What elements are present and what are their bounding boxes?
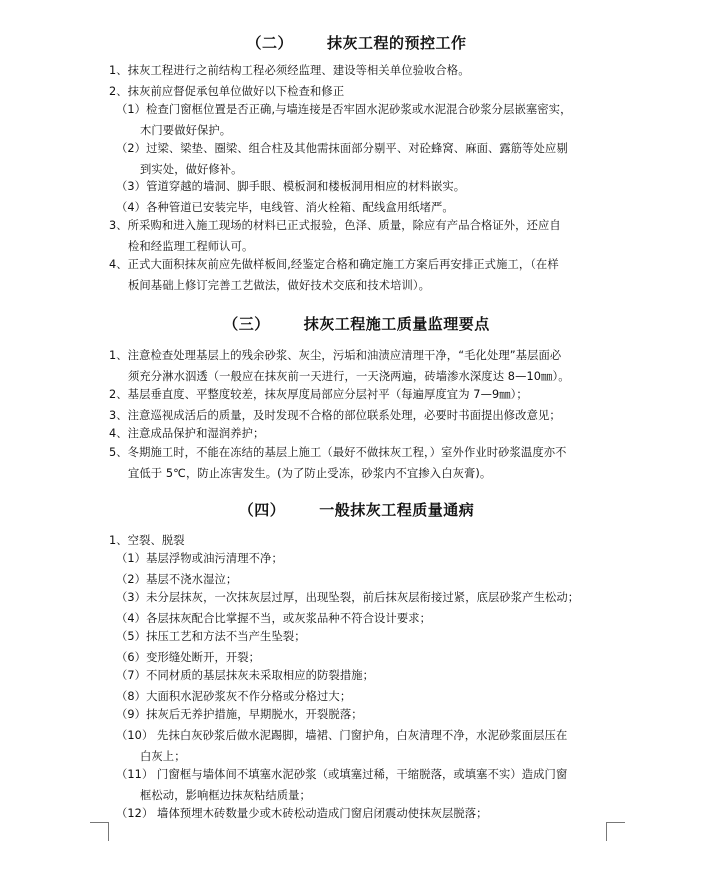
section-2-line: （1）检查门窗框位置是否正确,与墙连接是否牢固水泥砂浆或水泥混合砂浆分层嵌塞密实， bbox=[116, 103, 572, 116]
section-4-line: （11） 门窗框与墙体间不填塞水泥砂浆（或填塞过稀，干缩脱落，或填塞不实）造成门窗 bbox=[116, 768, 568, 781]
section-4-line: （8）大面积水泥砂浆灰不作分格或分格过大； bbox=[116, 690, 352, 703]
section-4-title: 一般抹灰工程质量通病 bbox=[319, 501, 475, 519]
section-4-heading bbox=[0, 499, 713, 520]
section-4-line: （6）变形缝处断开，开裂； bbox=[116, 651, 261, 664]
section-2-line: 1、抹灰工程进行之前结构工程必须经监理、建设等相关单位验收合格。 bbox=[109, 64, 470, 77]
page-corner-mark-left bbox=[90, 822, 109, 841]
section-2-line: 3、所采购和进入施工现场的材料已正式报验，色泽、质量，除应有产品合格证外，还应自 bbox=[109, 219, 561, 232]
section-3-line: 3、注意巡视成活后的质量，及时发现不合格的部位联系处理，必要时书面提出修改意见； bbox=[109, 409, 561, 422]
section-4-line: （3）未分层抹灰，一次抹灰层过厚，出现坠裂，前后抹灰层衔接过紧，底层砂浆产生松动； bbox=[116, 591, 580, 604]
section-2-line: 检和经监理工程师认可。 bbox=[128, 240, 254, 253]
section-4-line: （1）基层浮物或油污清理不净； bbox=[116, 552, 283, 565]
section-2-line: （4）各种管道已安装完毕，电线管、消火栓箱、配线盒用纸堵严。 bbox=[116, 201, 454, 214]
section-4-line: （12） 墙体预埋木砖数量少或木砖松动造成门窗启闭震动使抹灰层脱落； bbox=[116, 807, 488, 820]
section-2-line: 4、正式大面积抹灰前应先做样板间,经鉴定合格和确定施工方案后再安排正式施工，（在样 bbox=[109, 258, 559, 271]
section-3-line: 2、基层垂直度、平整度较差，抹灰厚度局部应分层衬平（每遍厚度宜为 7—9㎜）； bbox=[109, 388, 528, 401]
section-2-heading bbox=[0, 32, 713, 53]
section-2-line: （3）管道穿越的墙洞、脚手眼、模板洞和楼板洞用相应的材料嵌实。 bbox=[116, 180, 466, 193]
section-2-line: 板间基础上修订完善工艺做法，做好技术交底和技术培训）。 bbox=[128, 279, 431, 292]
page-corner-mark-right bbox=[606, 822, 625, 841]
section-3-title: 抹灰工程施工质量监理要点 bbox=[303, 315, 490, 333]
section-3-line: 4、注意成品保护和湿润养护； bbox=[109, 427, 265, 440]
section-4-line: （9）抹灰后无养护措施，早期脱水，开裂脱落； bbox=[116, 708, 363, 721]
section-3-number: （三） bbox=[223, 315, 270, 333]
section-4-line: 框松动，影响框边抹灰粘结质量； bbox=[140, 789, 311, 802]
section-3-line: 宜低于 5℃，防止冻害发生。(为了防止受冻，砂浆内不宜掺入白灰膏)。 bbox=[128, 467, 492, 480]
section-2-number: （二） bbox=[246, 34, 293, 52]
section-2-line: 到实处，做好修补。 bbox=[140, 163, 243, 176]
section-3-line: 1、注意检查处理基层上的残余砂浆、灰尘，污垢和油渍应清理干净，“毛化处理”基层面必 bbox=[109, 349, 562, 362]
section-3-line: 须充分淋水泅透（一般应在抹灰前一天进行，一天浇两遍，砖墙渗水深度达 8—10㎜）。 bbox=[128, 370, 570, 383]
section-2-line: （2）过梁、梁垫、圈梁、组合柱及其他需抹面部分剔平、对砼蜂窝、麻面、露筋等处应剔 bbox=[116, 142, 568, 155]
section-4-line: （10） 先抹白灰砂浆后做水泥踢脚，墙裙、门窗护角，白灰清理不净，水泥砂浆面层压在 bbox=[116, 729, 568, 742]
section-4-line: （7）不同材质的基层抹灰未采取相应的防裂措施； bbox=[116, 669, 375, 682]
section-2-line: 2、抹灰前应督促承包单位做好以下检查和修正 bbox=[109, 85, 345, 98]
section-4-number: （四） bbox=[238, 501, 286, 519]
section-3-heading bbox=[0, 313, 713, 334]
section-4-line: （5）抹压工艺和方法不当产生坠裂； bbox=[116, 630, 306, 643]
section-4-line: 1、空裂、脱裂 bbox=[109, 534, 185, 547]
section-4-line: （2）基层不浇水湿泣； bbox=[116, 573, 238, 586]
section-4-line: 白灰上； bbox=[140, 750, 186, 763]
section-3-line: 5、冬期施工时，不能在冻结的基层上施工（最好不做抹灰工程，）室外作业时砂浆温度亦不 bbox=[109, 446, 567, 459]
section-2-line: 木门要做好保护。 bbox=[140, 124, 232, 137]
section-2-title: 抹灰工程的预控工作 bbox=[327, 34, 467, 52]
section-4-line: （4）各层抹灰配合比掌握不当，或灰浆品种不符合设计要求； bbox=[116, 612, 432, 625]
